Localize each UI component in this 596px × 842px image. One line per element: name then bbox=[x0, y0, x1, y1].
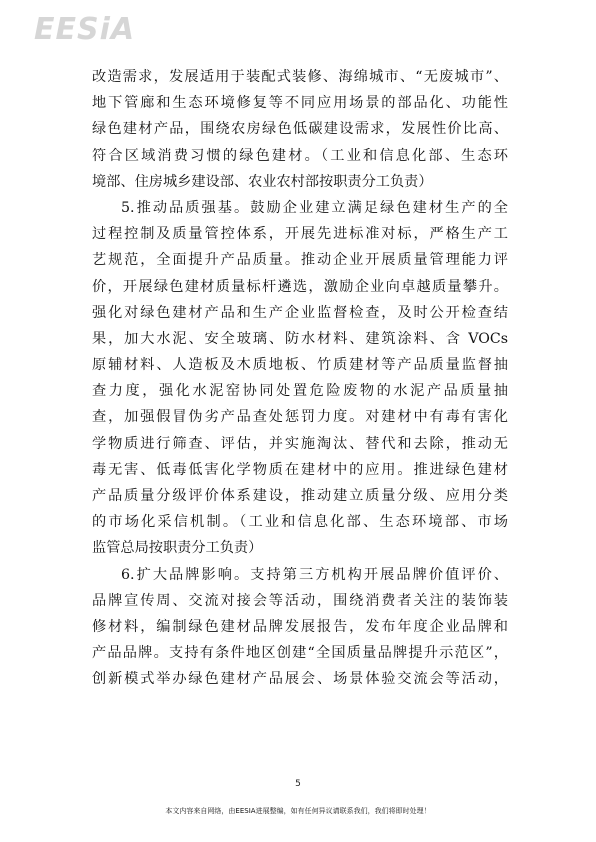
text-line: 查力度，强化水泥窑协同处置危险废物的水泥产品质量抽 bbox=[92, 383, 508, 400]
text-line: 监管总局按职责分工负责） bbox=[92, 540, 263, 557]
text-line: 查，加强假冒伪劣产品查处惩罚力度。对建材中有毒有害化 bbox=[92, 409, 508, 426]
text-line: 产品品牌。支持有条件地区创建“全国质量品牌提升示范区”， bbox=[92, 645, 508, 662]
page-number: 5 bbox=[295, 779, 301, 789]
text-line: 的市场化采信机制。（工业和信息化部、生态环境部、市场 bbox=[92, 514, 508, 531]
text-line: 原辅材料、人造板及木质地板、竹质建材等产品质量监督抽 bbox=[92, 357, 508, 374]
text-line: 毒无害、低毒低害化学物质在建材中的应用。推进绿色建材 bbox=[92, 461, 508, 478]
text-line: 艺规范，全面提升产品质量。推动企业开展质量管理能力评 bbox=[92, 252, 508, 269]
text-line: 过程控制及质量管控体系，开展先进标准对标，严格生产工 bbox=[92, 226, 508, 243]
eesia-logo: EESiA bbox=[34, 12, 136, 47]
text-line: 产品质量分级评价体系建设，推动建立质量分级、应用分类 bbox=[92, 488, 508, 504]
text-line: 修材料，编制绿色建材品牌发展报告，发布年度企业品牌和 bbox=[92, 618, 508, 635]
text-line: 价，开展绿色建材质量标杆遴选，激励企业向卓越质量攀升。 bbox=[92, 278, 508, 295]
section-5-heading-line: 5.推动品质强基。鼓励企业建立满足绿色建材生产的全 bbox=[121, 199, 508, 216]
document-body bbox=[92, 64, 508, 693]
text-line: 改造需求，发展适用于装配式装修、海绵城市、“无废城市”、 bbox=[92, 69, 508, 85]
text-line: 绿色建材产品，围绕农房绿色低碳建设需求，发展性价比高、 bbox=[92, 121, 508, 138]
section-6-heading-line: 6.扩大品牌影响。支持第三方机构开展品牌价值评价、 bbox=[121, 566, 508, 583]
text-line: 学物质进行筛查、评估，并实施淘汰、替代和去除，推动无 bbox=[92, 435, 508, 452]
text-line: 强化对绿色建材产品和生产企业监督检查，及时公开检查结 bbox=[92, 304, 508, 321]
text-line: 品牌宣传周、交流对接会等活动，围绕消费者关注的装饰装 bbox=[92, 592, 508, 609]
text-line: 地下管廊和生态环境修复等不同应用场景的部品化、功能性 bbox=[92, 95, 508, 112]
text-line: 符合区域消费习惯的绿色建材。（工业和信息化部、生态环 bbox=[92, 147, 508, 164]
text-line: 境部、住房城乡建设部、农业农村部按职责分工负责） bbox=[92, 173, 433, 190]
text-line: 创新模式举办绿色建材产品展会、场景体验交流会等活动， bbox=[92, 671, 508, 688]
text-line: 果，加大水泥、安全玻璃、防水材料、建筑涂料、含 VOCs bbox=[92, 330, 508, 347]
footer-disclaimer: 本文内容来自网络，由EESIA进展整编，如有任何异议请联系我们，我们将即时处理！ bbox=[165, 807, 431, 815]
